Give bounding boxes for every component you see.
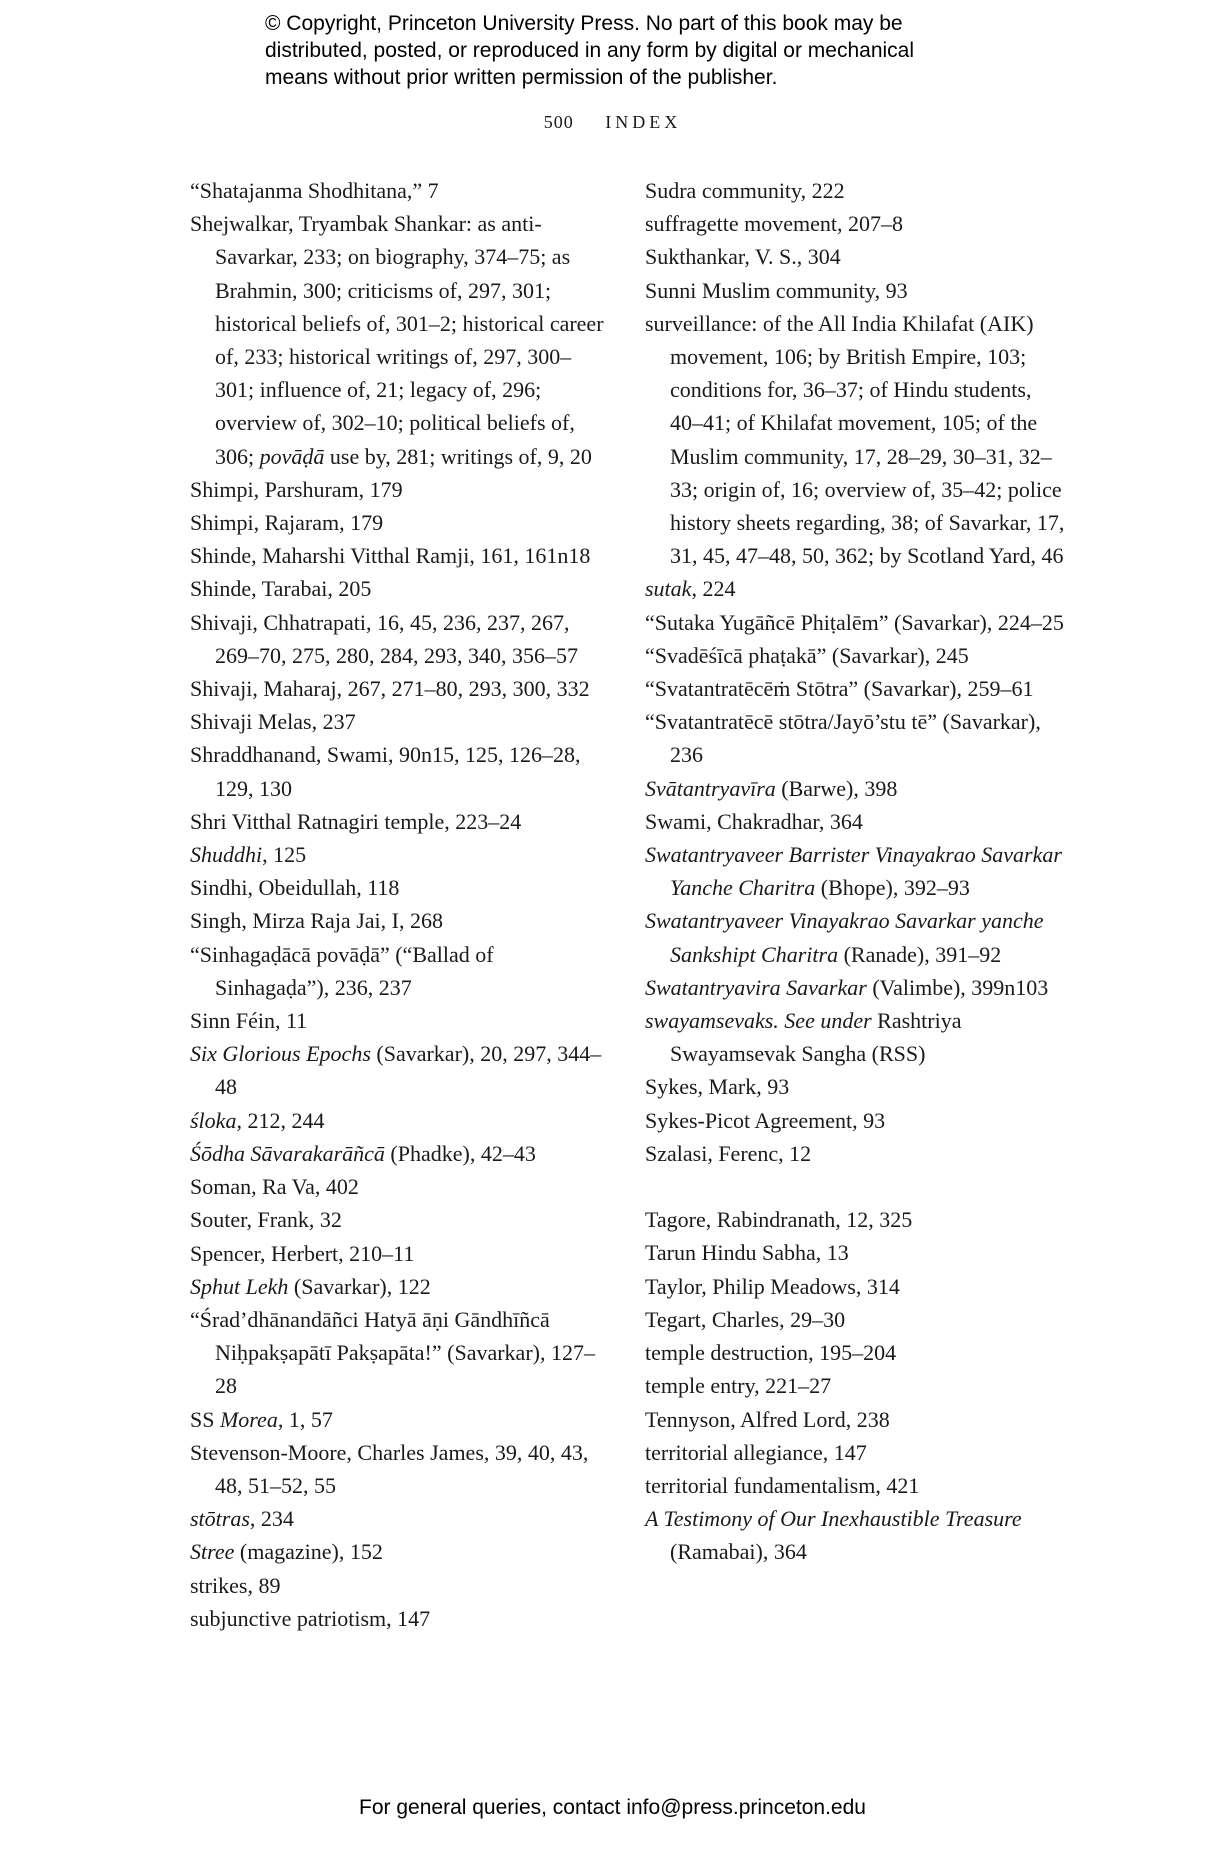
index-entry [645,971,1065,1004]
copyright-line: distributed, posted, or reproduced in any form by digital or mechanical [265,39,915,62]
index-entry [190,871,610,904]
index-entry [645,639,1065,672]
index-entry-text: use by, 281; writings of, 9, 20 [324,443,592,469]
index-entry [645,207,1065,240]
index-entry-text: Sykes-Picot Agreement, 93 [645,1107,886,1133]
index-entry-text: Shivaji Melas, 237 [190,709,356,735]
index-entry [190,1203,610,1236]
index-entry-text: Stevenson-Moore, Charles James, 39, 40, 43, 48, 51–52, 55 [190,1439,589,1498]
index-entry [645,1104,1065,1137]
index-entry-text: Rashtriya Swayamsevak Sangha (RSS) [670,1008,962,1067]
index-entry-text: surveillance: of the All India Khilafat (AIK) movement, 106; by British Empire, 103; conditions for, 36–37; of Hindu students, 40–41; of Khilafat movement, 105; of the Muslim community, 17, 28–29, 30–31, 32–33; origin of, 16; overview of, 35–42; police history sheets regarding, 38; of Savarkar, 17, 31, 45, 47–48, 50, 362; by Scotland Yard, 46 [645,310,1065,569]
index-entry [190,473,610,506]
index-entry [190,705,610,738]
index-entry-text: “Sinhagaḍācā povāḍā” (“Ballad of Sinhagaḍa”), 236, 237 [190,941,494,1000]
index-entry-text: Shivaji, Maharaj, 267, 271–80, 293, 300, 332 [190,676,590,702]
index-entry-text: , 212, 244 [236,1107,325,1133]
index-entry-text: Tarun Hindu Sabha, 13 [645,1240,849,1266]
index-entry-text: (Phadke), 42–43 [384,1140,536,1166]
index-entry-text: Souter, Frank, 32 [190,1207,342,1233]
index-entry-text: Tegart, Charles, 29–30 [645,1306,846,1332]
index-entry [190,1137,610,1170]
index-entry-italic-text: A Testimony of Our Inexhaustible Treasure [645,1506,1022,1532]
index-entry-text: , 1, 57 [277,1406,333,1432]
index-entry [645,1070,1065,1103]
index-entry-text: “Sutaka Yugāñcē Phiṭalēm” (Savarkar), 224–25 [645,609,1064,635]
page-number: 500 [543,112,574,132]
index-entry [190,1270,610,1303]
index-entry [645,1303,1065,1336]
index-entry [645,705,1065,771]
index-entry-text: Tagore, Rabindranath, 12, 325 [645,1207,913,1233]
index-entry-italic-text: Sphut Lekh [190,1273,289,1299]
index-entry-italic-text: Stree [190,1539,235,1565]
index-entry-italic-text: Svātantryavīra [645,775,776,801]
index-entry [190,838,610,871]
index-entry-text: Sunni Muslim community, 93 [645,277,908,303]
copyright-line: means without prior written permission of the publisher. [265,66,778,89]
index-entry-text: “Śrad’dhānandāñci Hatyā āṇi Gāndhīñcā Niḥpakṣapātī Pakṣapāta!” (Savarkar), 127–28 [190,1306,595,1399]
index-entry-text: Singh, Mirza Raja Jai, I, 268 [190,908,443,934]
index-entry-italic-text: Swatantryaveer Vinayakrao Savarkar yanche Sankshipt Charitra [645,908,1044,967]
index-entry-italic-text: stōtras [190,1506,250,1532]
index-entry [645,572,1065,605]
index-entry-text: Shimpi, Rajaram, 179 [190,510,384,536]
index-entry [645,772,1065,805]
index-entry [190,572,610,605]
index-entry-text: territorial fundamentalism, 421 [645,1472,920,1498]
index-entry [645,1469,1065,1502]
index-entry [645,240,1065,273]
index-entry-text: Shinde, Maharshi Vitthal Ramji, 161, 161n18 [190,543,591,569]
index-entry-text: (Ranade), 391–92 [838,941,1002,967]
running-head [0,112,1225,133]
index-entry-text: suffragette movement, 207–8 [645,211,904,237]
index-entry [190,1502,610,1535]
index-entry [190,1170,610,1203]
index-entry-italic-text: sutak [645,576,692,602]
index-entry-italic-text: Śōdha Sāvarakarāñcā [190,1140,385,1166]
index-entry [645,838,1065,904]
index-entry-text: SS [190,1406,220,1432]
index-entry-text: Sukthankar, V. S., 304 [645,244,841,270]
index-entry [190,1237,610,1270]
index-entry [645,1436,1065,1469]
index-entry-text: Shimpi, Parshuram, 179 [190,476,403,502]
index-column-left [190,174,610,1635]
index-entry-text: “Svatantratēcēṁ Stōtra” (Savarkar), 259–61 [645,676,1034,702]
index-entry-text: (magazine), 152 [234,1539,383,1565]
index-entry-text: Shri Vitthal Ratnagiri temple, 223–24 [190,808,522,834]
page-title: INDEX [605,112,682,132]
index-entry [190,1004,610,1037]
index-entry [645,174,1065,207]
index-entry-text: , 224 [691,576,736,602]
index-entry-text: Sudra community, 222 [645,178,845,203]
index-entry-italic-text: swayamsevaks. See under [645,1008,872,1034]
index-entry-italic-text: Six Glorious Epochs [190,1041,371,1067]
copyright-line: © Copyright, Princeton University Press. No part of this book may be [265,12,903,35]
index-entry [645,1236,1065,1269]
index-entry [645,1336,1065,1369]
index-entry [190,1303,610,1403]
index-entry-text: territorial allegiance, 147 [645,1439,867,1465]
index-entry [190,506,610,539]
index-entry-italic-text: Morea [219,1406,278,1432]
index-entry-text: Sinn Féin, 11 [190,1008,308,1034]
index-entry-text: (Ramabai), 364 [670,1539,807,1565]
index-entry-text: “Svatantratēcē stōtra/Jayō’stu tē” (Savarkar), 236 [645,709,1041,768]
index-entry [190,174,610,207]
index-entry [645,805,1065,838]
index-entry [190,1037,610,1103]
index-entry [190,1436,610,1502]
index-entry-text: “Svadēśīcā phaṭakā” (Savarkar), 245 [645,642,969,668]
index-entry [190,606,610,672]
index-entry [645,1403,1065,1436]
index-entry-text: , 234 [249,1506,294,1532]
index-column-right [645,174,1065,1569]
index-entry [190,539,610,572]
index-entry-italic-text: povāḍā [259,443,325,469]
index-entry-text: Taylor, Philip Meadows, 314 [645,1273,900,1299]
index-entry-text: (Savarkar), 122 [288,1273,431,1299]
index-entry [645,274,1065,307]
index-entry-text: temple destruction, 195–204 [645,1340,897,1366]
index-entry-text: Shinde, Tarabai, 205 [190,576,372,602]
index-entry-italic-text: Swatantryavira Savarkar [645,974,867,1000]
index-entry-text: (Barwe), 398 [775,775,898,801]
index-entry-text: Soman, Ra Va, 402 [190,1174,359,1200]
index-entry-text: “Shatajanma Shodhitana,” 7 [190,178,439,203]
index-entry [190,1602,610,1635]
index-entry-text: Sindhi, Obeidullah, 118 [190,875,400,901]
index-entry [190,1403,610,1436]
index-entry [190,738,610,804]
index-entry-text: subjunctive patriotism, 147 [190,1605,431,1631]
index-entry-text: Shraddhanand, Swami, 90n15, 125, 126–28, 129, 130 [190,742,581,801]
index-entry [190,1104,610,1137]
index-entry-text: (Savarkar), 20, 297, 344–48 [215,1041,602,1100]
index-entry-text: Tennyson, Alfred Lord, 238 [645,1406,890,1432]
index-entry-text: temple entry, 221–27 [645,1373,832,1399]
index-entry [645,1137,1065,1170]
copyright-notice [265,10,1025,91]
index-entry [645,1203,1065,1236]
index-entry-text: Spencer, Herbert, 210–11 [190,1240,415,1266]
index-entry [645,904,1065,970]
index-entry-text: (Bhope), 392–93 [815,875,970,901]
index-entry [190,672,610,705]
index-entry [645,307,1065,573]
index-entry [190,1535,610,1568]
index-entry-text: , 125 [262,842,307,868]
index-entry [645,672,1065,705]
index-entry [645,606,1065,639]
index-entry [645,1502,1065,1568]
index-entry [190,207,610,473]
index-entry [645,1004,1065,1070]
index-entry-italic-text: śloka [190,1107,237,1133]
index-entry-text: (Valimbe), 399n103 [866,974,1049,1000]
index-entry [645,1369,1065,1402]
index-entry-text: strikes, 89 [190,1572,281,1598]
index-entry [190,805,610,838]
index-entry-text: Sykes, Mark, 93 [645,1074,790,1100]
index-entry-text: Shivaji, Chhatrapati, 16, 45, 236, 237, 267, 269–70, 275, 280, 284, 293, 340, 356–57 [190,609,578,668]
index-entry-text: Szalasi, Ferenc, 12 [645,1140,812,1166]
index-entry [190,1569,610,1602]
index-entry-italic-text: Shuddhi [190,842,263,868]
index-entry [645,1270,1065,1303]
index-entry-text: Shejwalkar, Tryambak Shankar: as anti-Savarkar, 233; on biography, 374–75; as Brahmin, 300; criticisms of, 297, 301; historical beliefs of, 301–2; historical career of, 233; historical writings of, 297, 300–301; influence of, 21; legacy of, 296; overview of, 302–10; political beliefs of, 306; [190,211,604,469]
index-entry-text: Swami, Chakradhar, 364 [645,808,863,834]
index-entry-italic-text: Swatantryaveer Barrister Vinayakrao Savarkar Yanche Charitra [645,842,1062,901]
index-entry [190,904,610,937]
footer-contact: For general queries, contact info@press.princeton.edu [359,1796,866,1819]
index-entry [190,938,610,1004]
